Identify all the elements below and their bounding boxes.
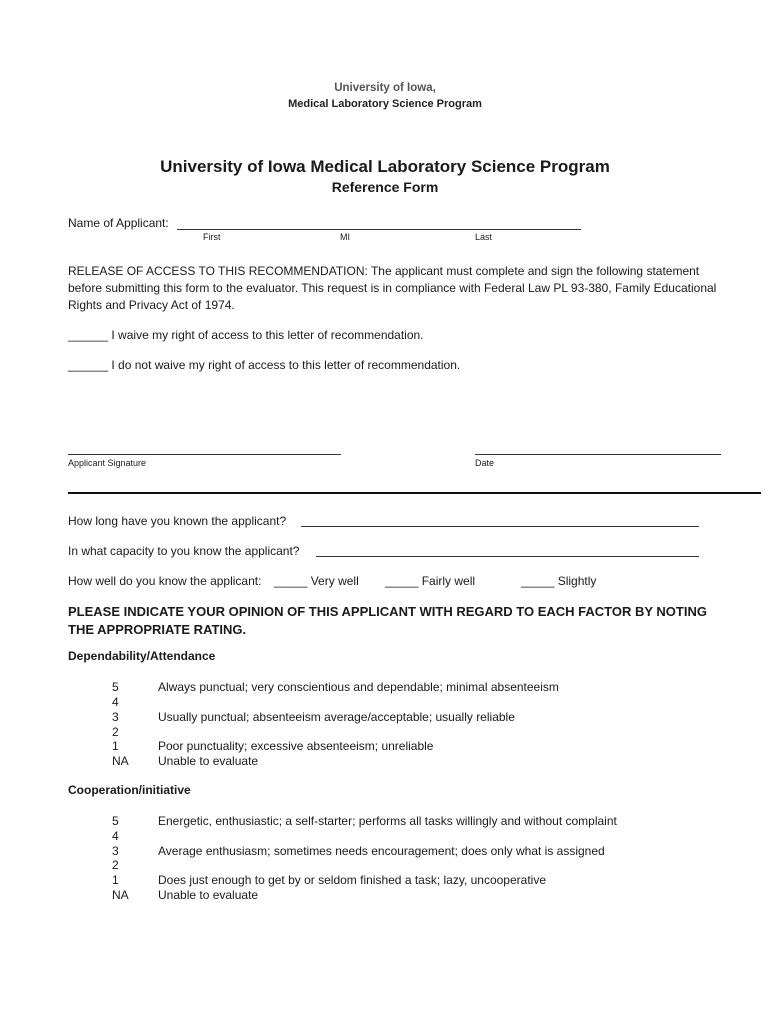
very-well-blank[interactable]: _____: [274, 574, 308, 588]
rating-number[interactable]: 5: [112, 814, 119, 828]
not-waive-option: [68, 358, 460, 372]
rating-description: Unable to evaluate: [158, 888, 259, 902]
rating-description: Does just enough to get by or seldom finished a task; lazy, uncooperative: [158, 873, 547, 887]
rating-description: Average enthusiasm; sometimes needs encouragement; does only what is assigned: [158, 844, 605, 858]
last-name-label: Last: [475, 232, 493, 242]
waive-option-label: I waive my right of access to this letter of recommendation.: [111, 328, 424, 342]
applicant-name-field[interactable]: [177, 229, 581, 230]
fairly-well-label: Fairly well: [421, 574, 476, 588]
rating-description: Unable to evaluate: [158, 754, 259, 768]
applicant-signature-label: Applicant Signature: [68, 458, 147, 468]
capacity-field[interactable]: [316, 556, 699, 557]
fairly-well-option: [385, 574, 475, 588]
capacity-question: In what capacity to you know the applicant?: [68, 544, 300, 558]
very-well-option: [274, 574, 359, 588]
rating-number[interactable]: 4: [112, 829, 119, 843]
fairly-well-blank[interactable]: _____: [385, 574, 419, 588]
institution-name: University of Iowa,: [334, 82, 436, 94]
rating-instruction: PLEASE INDICATE YOUR OPINION OF THIS APPLICANT WITH REGARD TO EACH FACTOR BY NOTING THE APPROPRIATE RATING.: [68, 604, 707, 637]
waive-blank[interactable]: ______: [68, 328, 109, 342]
rating-description: Always punctual; very conscientious and dependable; minimal absenteeism: [158, 680, 559, 694]
rating-number[interactable]: NA: [112, 754, 129, 768]
middle-initial-label: MI: [340, 232, 350, 242]
very-well-label: Very well: [310, 574, 359, 588]
rating-number[interactable]: 4: [112, 695, 119, 709]
rating-description: Energetic, enthusiastic; a self-starter; performs all tasks willingly and without complaint: [158, 814, 617, 828]
section-divider: [68, 492, 761, 494]
applicant-signature-field[interactable]: [68, 454, 341, 455]
form-title: University of Iowa Medical Laboratory Science Program: [160, 157, 610, 176]
rating-number[interactable]: 3: [112, 844, 119, 858]
rating-number[interactable]: 5: [112, 680, 119, 694]
first-name-label: First: [203, 232, 221, 242]
how-well-question: How well do you know the applicant:: [68, 574, 262, 588]
rating-description: Poor punctuality; excessive absenteeism; unreliable: [158, 739, 434, 753]
rating-number[interactable]: 3: [112, 710, 119, 724]
not-waive-option-label: I do not waive my right of access to this letter of recommendation.: [111, 358, 461, 372]
rating-number[interactable]: 2: [112, 725, 119, 739]
rating-number[interactable]: NA: [112, 888, 129, 902]
slightly-option: [521, 574, 596, 588]
rating-number[interactable]: 2: [112, 858, 119, 872]
rating-number[interactable]: 1: [112, 739, 119, 753]
release-statement: RELEASE OF ACCESS TO THIS RECOMMENDATION: The applicant must complete and sign the following statement before submitting this form to the evaluator. This request is in compliance with Federal Law PL 93-380, Family Educational Rights and Privacy Act of 1974.: [68, 264, 717, 312]
applicant-name-label: Name of Applicant:: [68, 216, 169, 230]
section-title: Cooperation/initiative: [68, 783, 191, 797]
section-title: Dependability/Attendance: [68, 649, 216, 663]
how-long-question: How long have you known the applicant?: [68, 514, 287, 528]
how-long-field[interactable]: [301, 526, 699, 527]
date-field[interactable]: [475, 454, 721, 455]
rating-description: Usually punctual; absenteeism average/acceptable; usually reliable: [158, 710, 515, 724]
program-name: Medical Laboratory Science Program: [288, 98, 482, 110]
date-label: Date: [475, 458, 495, 468]
waive-option: [68, 328, 424, 342]
slightly-blank[interactable]: _____: [521, 574, 555, 588]
slightly-label: Slightly: [557, 574, 597, 588]
not-waive-blank[interactable]: ______: [68, 358, 109, 372]
form-subtitle: Reference Form: [331, 179, 439, 195]
rating-number[interactable]: 1: [112, 873, 119, 887]
